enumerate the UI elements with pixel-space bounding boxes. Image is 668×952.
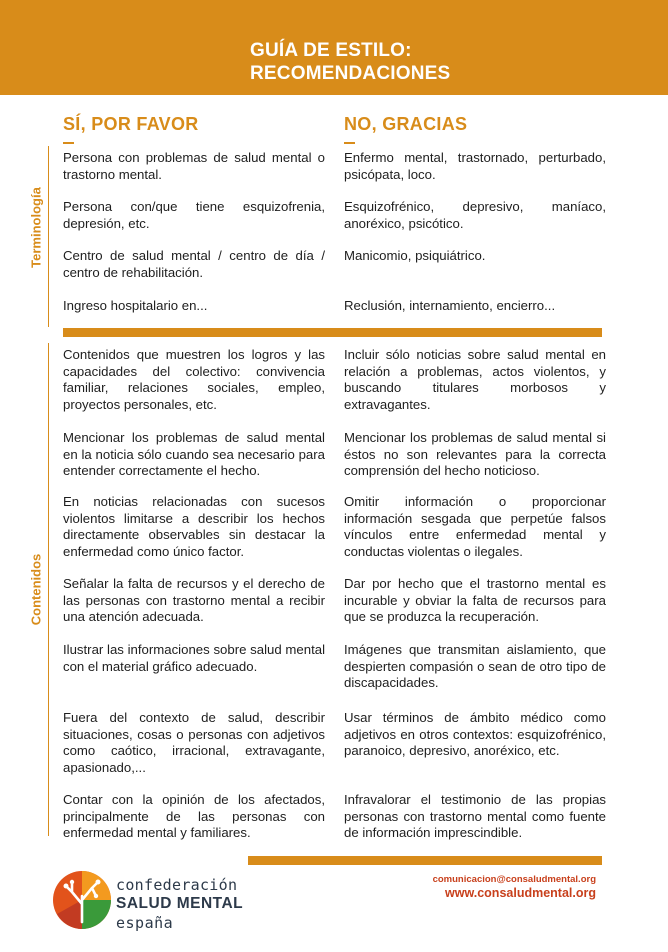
title-line-2: RECOMENDACIONES bbox=[250, 63, 451, 84]
section-line-terminologia bbox=[48, 146, 49, 327]
section-divider bbox=[63, 328, 602, 337]
section-line-contenidos bbox=[48, 343, 49, 836]
footer-divider bbox=[248, 856, 602, 865]
logo-text-line-2: SALUD MENTAL bbox=[116, 895, 244, 912]
website-link[interactable]: www.consaludmental.org bbox=[445, 886, 596, 900]
organization-logo bbox=[52, 870, 112, 930]
terminologia-no-4: Reclusión, internamiento, encierro... bbox=[344, 298, 556, 313]
heading-dash bbox=[344, 142, 355, 144]
column-heading-no: NO, GRACIAS bbox=[344, 114, 468, 134]
contenidos-no-7: Infravalorar el testimonio de las propias personas con trastorno mental como fuente de información imprescindible. bbox=[344, 792, 606, 840]
organization-name bbox=[116, 876, 243, 932]
contenidos-yes-1: Contenidos que muestren los logros y las capacidades del colectivo: convivencia familiar, relaciones sociales, empleo, proyectos personales, etc. bbox=[63, 347, 325, 412]
contenidos-no-5: Imágenes que transmitan aislamiento, que despierten compasión o sean de otro tipo de discapacidades. bbox=[344, 642, 606, 690]
contenidos-no-3: Omitir información o proporcionar información sesgada que perpetúe falsos vínculos entre enfermedad mental y conductas violentas o ilegales. bbox=[344, 494, 606, 559]
contenidos-yes-5: Ilustrar las informaciones sobre salud mental con el material gráfico adecuado. bbox=[63, 642, 325, 674]
contenidos-no-6: Usar términos de ámbito médico como adjetivos en otros contextos: esquizofrénico, paranoico, depresivo, anoréxico, etc. bbox=[344, 710, 606, 758]
terminologia-yes-3: Centro de salud mental / centro de día / centro de rehabilitación. bbox=[63, 248, 325, 280]
contenidos-yes-6: Fuera del contexto de salud, describir situaciones, cosas o personas con adjetivos como caótico, irracional, extravagante, apasionado,... bbox=[63, 710, 325, 775]
terminologia-no-3: Manicomio, psiquiátrico. bbox=[344, 248, 486, 263]
contact-email-link[interactable]: comunicacion@consaludmental.org bbox=[432, 874, 596, 885]
terminologia-yes-2: Persona con/que tiene esquizofrenia, depresión, etc. bbox=[63, 199, 325, 231]
contenidos-no-4: Dar por hecho que el trastorno mental es incurable y obviar la falta de recursos para que se produzca la recuperación. bbox=[344, 576, 606, 624]
page-title bbox=[250, 39, 450, 85]
section-label-terminologia: Terminología bbox=[28, 187, 44, 268]
contenidos-no-1: Incluir sólo noticias sobre salud mental en relación a problemas, actos violentos, y buscando titulares morbosos y extravagantes. bbox=[344, 347, 606, 412]
contenidos-yes-2: Mencionar los problemas de salud mental en la noticia sólo cuando sea necesario para entender correctamente el hecho. bbox=[63, 430, 325, 478]
contenidos-yes-4: Señalar la falta de recursos y el derecho de las personas con trastorno mental a recibir una atención adecuada. bbox=[63, 576, 325, 624]
section-label-contenidos: Contenidos bbox=[28, 553, 44, 626]
logo-text-line-3: españa bbox=[116, 914, 174, 932]
contenidos-yes-3: En noticias relacionadas con sucesos violentos limitarse a describir los hechos directamente observables sin destacar la enfermedad como único factor. bbox=[63, 494, 325, 559]
terminologia-yes-4: Ingreso hospitalario en... bbox=[63, 298, 208, 313]
terminologia-no-2: Esquizofrénico, depresivo, maníaco, anoréxico, psicótico. bbox=[344, 199, 606, 231]
title-line-1: GUÍA DE ESTILO: bbox=[250, 40, 412, 61]
heading-dash bbox=[63, 142, 74, 144]
terminologia-no-1: Enfermo mental, trastornado, perturbado, psicópata, loco. bbox=[344, 150, 606, 182]
terminologia-yes-1: Persona con problemas de salud mental o trastorno mental. bbox=[63, 150, 325, 182]
column-heading-yes: SÍ, POR FAVOR bbox=[63, 114, 199, 134]
contenidos-no-2: Mencionar los problemas de salud mental si éstos no son relevantes para la correcta comprensión del hecho noticioso. bbox=[344, 430, 606, 478]
header-band bbox=[0, 0, 668, 95]
logo-text-line-1: confederación bbox=[116, 876, 238, 894]
contenidos-yes-7: Contar con la opinión de los afectados, principalmente de las personas con enfermedad mental y familiares. bbox=[63, 792, 325, 840]
